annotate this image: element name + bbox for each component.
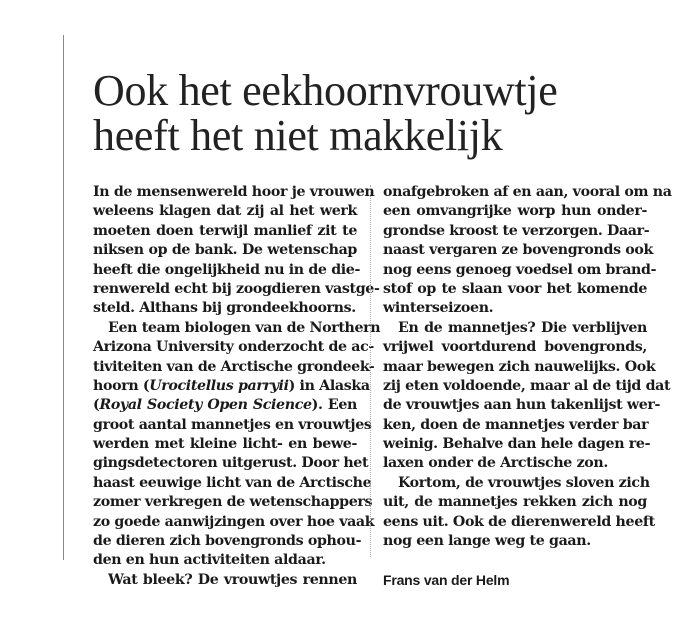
text-line [93,241,357,260]
text-segment: werden met kleine licht- en bewe- [93,436,357,453]
text-segment: maar bewegen zich nauwelijks. Ook [383,358,656,375]
text-line [383,338,647,357]
paragraph [93,183,380,319]
text-segment: Wat bleek? De vrouwtjes rennen [108,571,357,588]
text-segment: zo goede aanwijzingen over hoe vaak [93,513,375,530]
text-line [383,532,647,551]
text-segment: Kortom, de vrouwtjes sloven zich [398,474,650,491]
text-line [93,261,361,280]
text-segment: weinig. Behalve dan hele dagen re- [383,436,651,453]
text-line [383,416,647,435]
text-segment: zij eten voldoende, maar al de tijd dat [383,377,671,394]
text-segment: een omvangrijke worp hun onder- [383,203,647,220]
text-segment: stof op te slaan voor het komende [383,280,647,297]
text-segment: den en hun activiteiten aldaar. [93,552,326,569]
text-segment: groot aantal mannetjes en vrouwtjes [93,416,372,433]
headline [93,68,557,158]
text-line [93,319,381,338]
text-segment: In de mensenwereld hoor je vrouwen [93,184,375,200]
text-segment: uit, de mannetjes rekken zich nog [383,494,647,511]
text-line [383,474,650,493]
text-line [93,435,357,454]
text-line [383,396,661,415]
article-column-2 [383,183,672,590]
text-segment: renwereld echt bij zoogdieren vastge- [93,280,380,297]
text-line [93,338,374,357]
text-segment: grondse kroost te verzorgen. Daar- [383,222,650,239]
text-segment: nog een lange weg te gaan. [383,533,591,550]
text-line [383,513,655,532]
headline-line-2: heeft het niet makkelijk [93,111,503,160]
italic-text: Royal Society Open Science [99,397,312,414]
text-line [383,377,671,396]
text-segment: Een team biologen van de Northern [108,319,381,336]
text-segment: vrijwel voortdurend bovengronds, [383,339,647,356]
text-segment: moeten doen terwijl manlief zit te [93,222,357,239]
paragraph [383,319,671,474]
text-segment: En de mannetjes? Die verblijven [398,319,647,336]
text-segment: ) in Alaska [288,377,370,394]
text-line [93,280,380,299]
text-line [93,493,373,512]
text-line [93,454,369,473]
text-line [383,280,647,299]
text-segment: haast eeuwige licht van de Arctische [93,474,372,491]
text-line [383,358,656,377]
text-segment: Arizona University onderzocht de ac- [93,339,374,356]
text-segment: niksen op de bank. De wetenschap [93,242,357,259]
text-segment: winterseizoen. [383,300,494,317]
text-line [383,241,654,260]
text-line [93,183,375,202]
text-line [383,222,650,241]
text-line [93,396,357,415]
paragraph [383,183,672,319]
text-line [93,513,375,532]
text-segment: ( [93,397,100,414]
text-line [383,454,647,473]
margin-rule [63,35,64,560]
text-segment: weleens klagen dat zij al het werk [93,203,357,220]
text-segment: onafgebroken af en aan, vooral om na [383,184,672,200]
headline-line-1: Ook het eekhoornvrouwtje [93,66,558,115]
text-line [93,222,357,241]
paragraph [383,474,655,552]
text-segment: de vrouwtjes aan hun takenlijst wer- [383,397,661,414]
text-line [93,532,362,551]
article-column-1 [93,183,381,590]
text-line [93,299,357,318]
text-segment: ken, doen de mannetjes verder bar [383,416,649,433]
text-segment: eens uit. Ook de dierenwereld heeft [383,513,655,530]
text-segment: heeft die ongelijkheid nu in de die- [93,261,361,278]
text-line [383,435,651,454]
text-line [93,202,357,221]
text-segment: hoorn ( [93,377,150,394]
italic-text: Urocitellus parryii [149,377,289,394]
text-line [383,319,647,338]
text-line [383,261,657,280]
text-line [93,358,375,377]
text-segment: de dieren zich bovengronds ophou- [93,533,362,550]
text-line [93,474,372,493]
text-segment: gingsdetectoren uitgerust. Door het [93,455,369,472]
text-segment: zomer verkregen de wetenschappers [93,494,373,511]
text-segment: laxen onder de Arctische zon. [383,455,608,472]
text-line [93,551,357,570]
text-segment: tiviteiten van de Arctische grondeek- [93,358,375,375]
text-segment: naast vergaren ze bovengronds ook [383,242,654,259]
text-line [383,299,647,318]
text-line [383,493,647,512]
author-byline: Frans van der Helm [383,571,510,588]
text-segment: steld. Althans bij grondeekhoorns. [93,300,356,317]
column-separator [370,185,371,557]
text-line [383,202,647,221]
text-line [383,183,672,202]
paragraph [93,319,381,571]
text-line [93,377,370,396]
text-line [93,416,372,435]
text-segment: ). Een [311,397,357,414]
paragraph [93,571,357,590]
text-line [93,571,357,590]
text-segment: nog eens genoeg voedsel om brand- [383,261,657,278]
